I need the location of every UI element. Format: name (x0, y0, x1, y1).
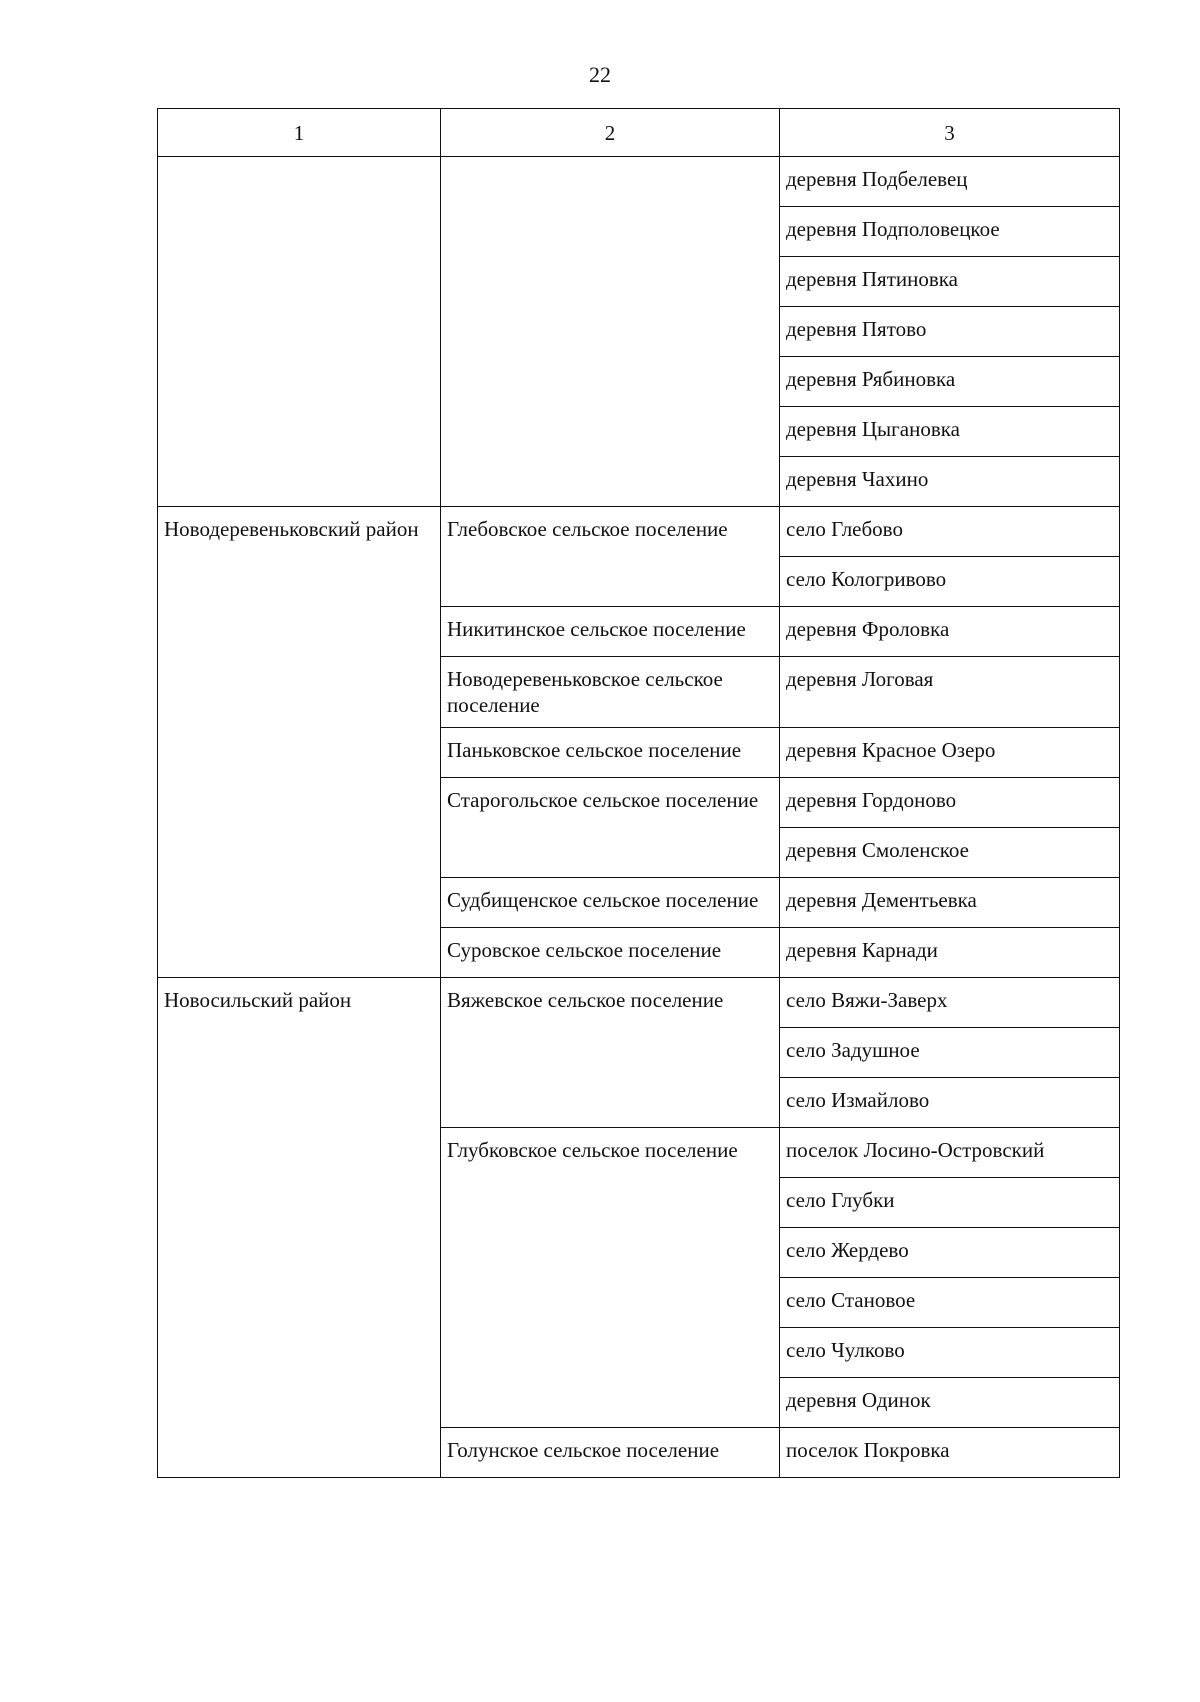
settlement-cell: село Кологривово (780, 557, 1120, 607)
table-row (158, 157, 1120, 207)
settlement-cell: деревня Чахино (780, 457, 1120, 507)
settlement-cell: деревня Пятово (780, 307, 1120, 357)
settlement-cell: село Становое (780, 1278, 1120, 1328)
municipality-cell: Новодеревеньковское сельское поселение (441, 657, 780, 728)
table-header (158, 109, 1120, 157)
header-row (158, 109, 1120, 157)
settlement-cell: село Задушное (780, 1028, 1120, 1078)
municipality-cell: Вяжевское сельское поселение (441, 978, 780, 1128)
settlement-cell: деревня Гордоново (780, 778, 1120, 828)
district-cell (158, 157, 441, 507)
settlement-cell: поселок Покровка (780, 1428, 1120, 1478)
settlement-cell: село Глебово (780, 507, 1120, 557)
municipality-cell: Паньковское сельское поселение (441, 728, 780, 778)
municipality-cell: Старогольское сельское поселение (441, 778, 780, 878)
district-cell: Новосильский район (158, 978, 441, 1478)
municipality-cell: Суровское сельское поселение (441, 928, 780, 978)
settlement-cell: деревня Логовая (780, 657, 1120, 728)
district-cell: Новодеревеньковский район (158, 507, 441, 978)
settlements-table (157, 108, 1120, 1478)
table-row (158, 978, 1120, 1028)
municipality-cell (441, 157, 780, 507)
municipality-cell: Судбищенское сельское поселение (441, 878, 780, 928)
settlement-cell: деревня Красное Озеро (780, 728, 1120, 778)
settlement-cell: село Измайлово (780, 1078, 1120, 1128)
column-header-municipality: 2 (441, 109, 780, 157)
settlement-cell: село Вяжи-Заверх (780, 978, 1120, 1028)
table-body (158, 157, 1120, 1478)
settlement-cell: село Жердево (780, 1228, 1120, 1278)
settlement-cell: поселок Лосино-Островский (780, 1128, 1120, 1178)
table-row (158, 507, 1120, 557)
settlement-cell: деревня Карнади (780, 928, 1120, 978)
settlement-cell: деревня Рябиновка (780, 357, 1120, 407)
municipality-cell: Голунское сельское поселение (441, 1428, 780, 1478)
column-header-district: 1 (158, 109, 441, 157)
settlement-cell: деревня Подполовецкое (780, 207, 1120, 257)
municipality-cell: Никитинское сельское поселение (441, 607, 780, 657)
settlement-cell: село Чулково (780, 1328, 1120, 1378)
municipality-cell: Глубковское сельское поселение (441, 1128, 780, 1428)
column-header-settlement: 3 (780, 109, 1120, 157)
settlement-cell: деревня Фроловка (780, 607, 1120, 657)
settlement-cell: деревня Одинок (780, 1378, 1120, 1428)
settlement-cell: деревня Дементьевка (780, 878, 1120, 928)
settlement-cell: деревня Цыгановка (780, 407, 1120, 457)
settlement-cell: деревня Пятиновка (780, 257, 1120, 307)
settlement-cell: село Глубки (780, 1178, 1120, 1228)
page-number: 22 (589, 62, 611, 87)
settlement-cell: деревня Смоленское (780, 828, 1120, 878)
municipality-cell: Глебовское сельское поселение (441, 507, 780, 607)
settlement-cell: деревня Подбелевец (780, 157, 1120, 207)
